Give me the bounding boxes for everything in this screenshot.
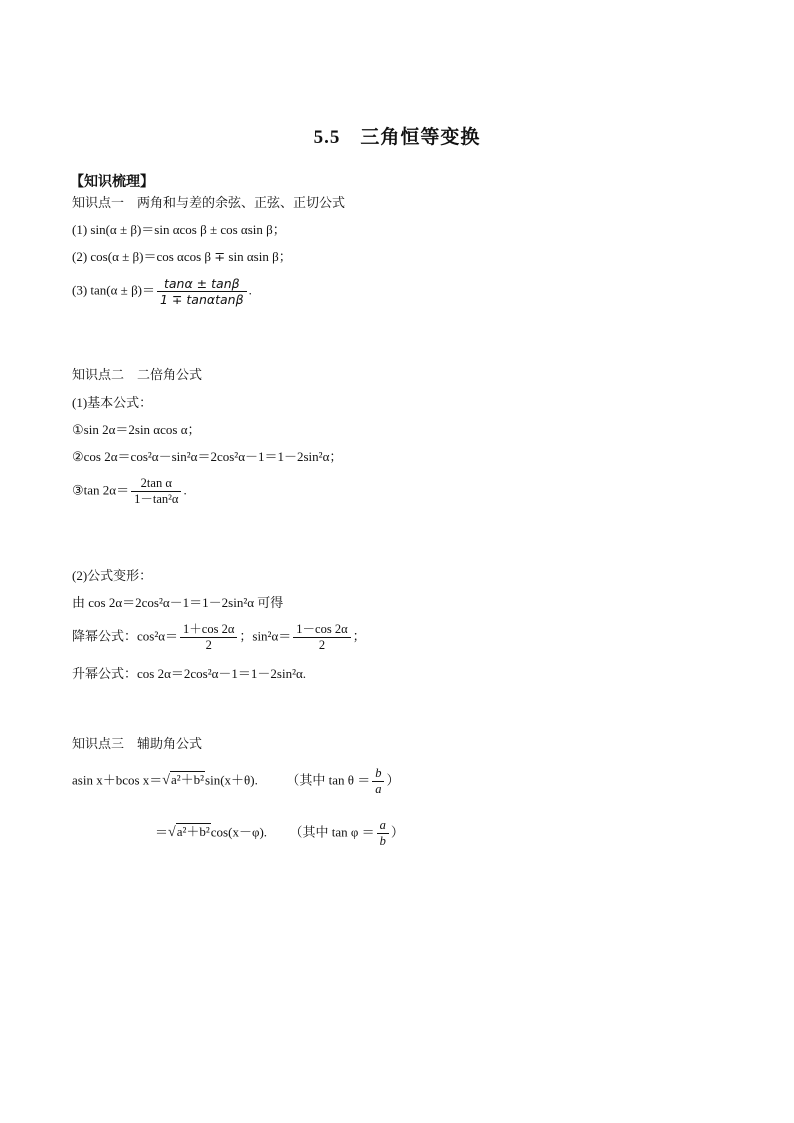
kp2-formula-tan (72, 476, 187, 507)
kp3-l2-note-den: b (379, 834, 386, 848)
kp2-tan-denominator: 1－tan²α (134, 492, 179, 506)
kp1-tan-numerator: tanα ± tanβ (157, 276, 247, 292)
kp2-lower-den-1: 2 (205, 638, 212, 652)
kp2-heading: 知识点二 二倍角公式 (72, 367, 203, 382)
kp2-lower-num-1: 1＋cos 2α (180, 622, 237, 638)
kp3-l2-after: cos(x－φ). (210, 824, 268, 840)
kp1-heading: 知识点一 两角和与差的余弦、正弦、正切公式 (72, 195, 346, 210)
sqrt-icon: √ (168, 825, 176, 841)
section-header: 【知识梳理】 (70, 175, 154, 190)
kp2-tan-fraction (131, 476, 181, 507)
kp3-line-2 (155, 818, 404, 849)
kp2-lower-prefix: 降幂公式：cos²α＝ (72, 628, 179, 644)
kp2-tan-prefix: ③tan 2α＝ (72, 482, 130, 498)
kp3-heading: 知识点三 辅助角公式 (72, 736, 203, 751)
kp2-formula-sin: ①sin 2α＝2sin αcos α； (72, 422, 201, 437)
kp3-l2-sqrt (168, 824, 211, 841)
kp3-l1-prefix: asin x＋bcos x＝ (72, 772, 163, 788)
kp2-tan-suffix: . (183, 482, 187, 498)
kp3-l2-note-fraction (377, 818, 389, 849)
kp3-l2-prefix: ＝ (155, 824, 169, 840)
kp3-l1-radicand: a²＋b² (170, 772, 205, 788)
kp3-l1-note-fraction (372, 766, 384, 797)
kp3-l2-note-num: a (377, 818, 389, 834)
kp2-lower-num-2: 1－cos 2α (293, 622, 350, 638)
kp3-l1-note-den: a (375, 782, 382, 796)
kp1-tan-prefix: (3) tan(α ± β)＝ (72, 282, 156, 298)
kp1-tan-fraction (157, 276, 247, 307)
kp1-formula-cos: (2) cos(α ± β)＝cos αcos β ∓ sin αsin β； (72, 249, 292, 264)
kp1-formula-sin: (1) sin(α ± β)＝sin αcos β ± cos αsin β； (72, 222, 286, 237)
kp2-lower-power (72, 622, 366, 653)
kp2-tan-numerator: 2tan α (131, 476, 181, 492)
kp3-l2-note-prefix: （其中 tan φ ＝ (289, 824, 375, 840)
kp2-formula-cos: ②cos 2α＝cos²α－sin²α＝2cos²α－1＝1－2sin²α； (72, 449, 343, 464)
kp2-variant-label: (2)公式变形： (72, 568, 153, 583)
kp3-l1-note-suffix: ） (386, 772, 400, 788)
kp2-lower-mid: ；sin²α＝ (239, 628, 292, 644)
kp1-formula-tan (72, 276, 252, 307)
sqrt-icon: √ (162, 773, 170, 789)
kp2-from-line: 由 cos 2α＝2cos²α－1＝1－2sin²α 可得 (72, 595, 284, 610)
kp3-l1-note-prefix: （其中 tan θ ＝ (286, 772, 371, 788)
kp3-l1-sqrt (162, 772, 205, 789)
kp2-raise-power: 升幂公式：cos 2α＝2cos²α－1＝1－2sin²α. (72, 666, 307, 681)
kp3-l2-radicand: a²＋b² (176, 824, 210, 840)
kp3-line-1 (72, 766, 399, 797)
kp3-l1-after: sin(x＋θ). (205, 772, 258, 788)
kp2-lower-fraction-2 (293, 622, 350, 653)
kp2-lower-den-2: 2 (318, 638, 326, 652)
kp2-lower-suffix: ； (352, 628, 366, 644)
kp2-lower-fraction-1 (180, 622, 237, 653)
page-title: 5.5 三角恒等变换 (313, 127, 481, 148)
kp2-basic-label: (1)基本公式： (72, 395, 153, 410)
kp3-l1-note-num: b (372, 766, 384, 782)
kp1-tan-denominator: 1 ∓ tanαtanβ (160, 292, 244, 307)
kp3-l2-note-suffix: ） (390, 824, 404, 840)
kp1-tan-suffix: . (248, 282, 252, 298)
